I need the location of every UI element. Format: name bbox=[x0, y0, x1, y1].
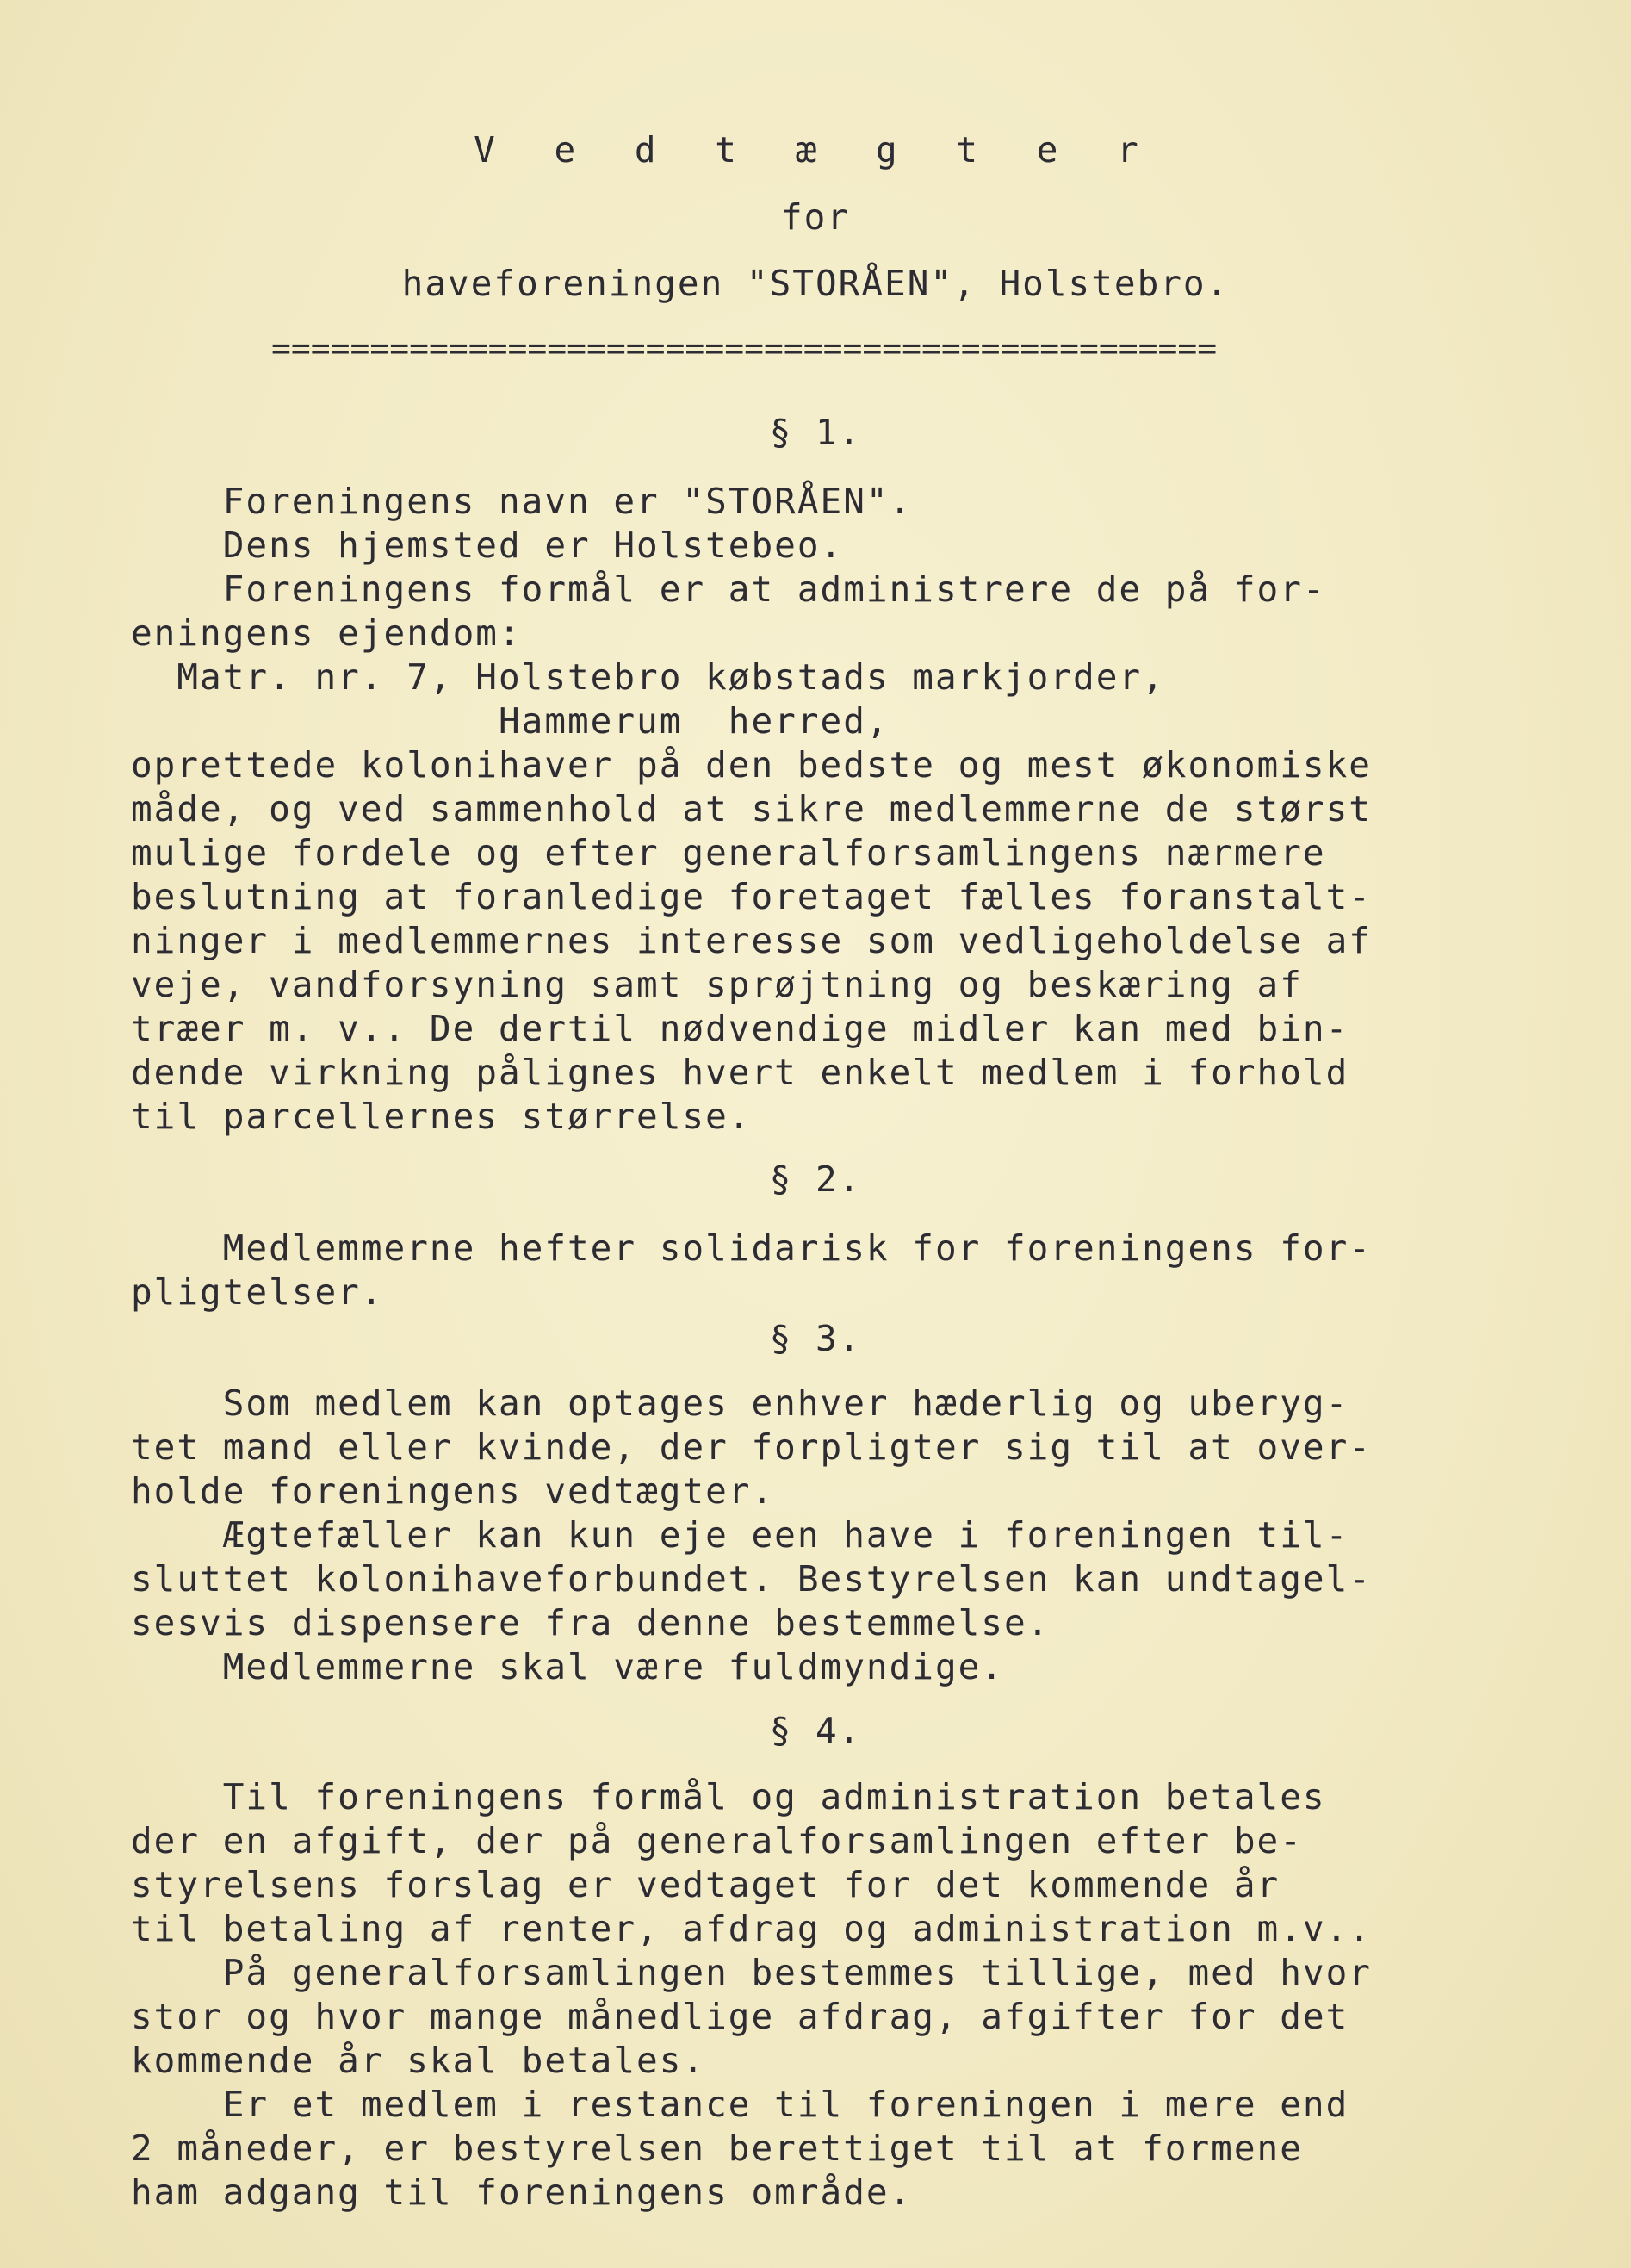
document-title: V e d t æ g t e r bbox=[474, 129, 1157, 171]
text-line: 2 måneder, er bestyrelsen berettiget til at formene bbox=[131, 2128, 1303, 2169]
section-1-heading: § 1. bbox=[769, 412, 862, 453]
text-line: stor og hvor mange månedlige afdrag, afgifter for det bbox=[131, 1996, 1349, 2037]
text-line: Hammerum herred, bbox=[131, 700, 890, 742]
text-line: til betaling af renter, afdrag og administration m.v.. bbox=[131, 1908, 1372, 1949]
text-line: holde foreningens vedtægter. bbox=[131, 1470, 775, 1512]
text-line: måde, og ved sammenhold at sikre medlemmerne de størst bbox=[131, 788, 1372, 830]
text-line: Medlemmerne hefter solidarisk for foreningens for- bbox=[131, 1227, 1372, 1269]
text-line: ninger i medlemmernes interesse som vedligeholdelse af bbox=[131, 920, 1372, 961]
organization-line: haveforeningen "STORÅEN", Holstebro. bbox=[401, 263, 1230, 304]
text-line: styrelsens forslag er vedtaget for det kommende år bbox=[131, 1864, 1281, 1905]
text-line: der en afgift, der på generalforsamlingen efter be- bbox=[131, 1820, 1303, 1861]
text-line: beslutning at foranledige foretaget fælles foranstalt- bbox=[131, 876, 1372, 917]
text-line: Som medlem kan optages enhver hæderlig og uberyg- bbox=[131, 1383, 1349, 1424]
text-line: Matr. nr. 7, Holstebro købstads markjorder, bbox=[131, 656, 1165, 698]
text-line: Dens hjemsted er Holstebeo. bbox=[131, 525, 844, 566]
text-line: Ægtefæller kan kun eje een have i foreningen til- bbox=[131, 1514, 1349, 1556]
text-line: Er et medlem i restance til foreningen i mere end bbox=[131, 2084, 1349, 2125]
section-2-heading: § 2. bbox=[769, 1159, 862, 1200]
text-line: til parcellernes størrelse. bbox=[131, 1096, 752, 1137]
text-line: eningens ejendom: bbox=[131, 612, 522, 654]
text-line: Medlemmerne skal være fuldmyndige. bbox=[131, 1646, 1004, 1687]
text-line: sesvis dispensere fra denne bestemmelse. bbox=[131, 1602, 1051, 1644]
text-line: Foreningens formål er at administrere de på for- bbox=[131, 569, 1326, 610]
text-line: mulige fordele og efter generalforsamlingens nærmere bbox=[131, 832, 1326, 873]
document-subtitle: for bbox=[780, 196, 851, 238]
text-line: dende virkning pålignes hvert enkelt medlem i forhold bbox=[131, 1052, 1349, 1093]
text-line: På generalforsamlingen bestemmes tillige, med hvor bbox=[131, 1952, 1372, 1993]
text-line: veje, vandforsyning samt sprøjtning og beskæring af bbox=[131, 964, 1303, 1005]
text-line: kommende år skal betales. bbox=[131, 2040, 706, 2081]
text-line: oprettede kolonihaver på den bedste og mest økonomiske bbox=[131, 744, 1372, 786]
section-3-heading: § 3. bbox=[769, 1318, 862, 1359]
text-line: Til foreningens formål og administration betales bbox=[131, 1776, 1326, 1818]
text-line: træer m. v.. De dertil nødvendige midler kan med bin- bbox=[131, 1008, 1349, 1049]
text-line: tet mand eller kvinde, der forpligter sig til at over- bbox=[131, 1426, 1372, 1468]
text-line: ham adgang til foreningens område. bbox=[131, 2172, 913, 2213]
title-rule: ================================================ bbox=[271, 329, 1218, 367]
text-line: Foreningens navn er "STORÅEN". bbox=[131, 481, 913, 522]
text-line: sluttet kolonihaveforbundet. Bestyrelsen kan undtagel- bbox=[131, 1558, 1372, 1600]
text-line: pligtelser. bbox=[131, 1271, 384, 1313]
section-4-heading: § 4. bbox=[769, 1710, 862, 1751]
